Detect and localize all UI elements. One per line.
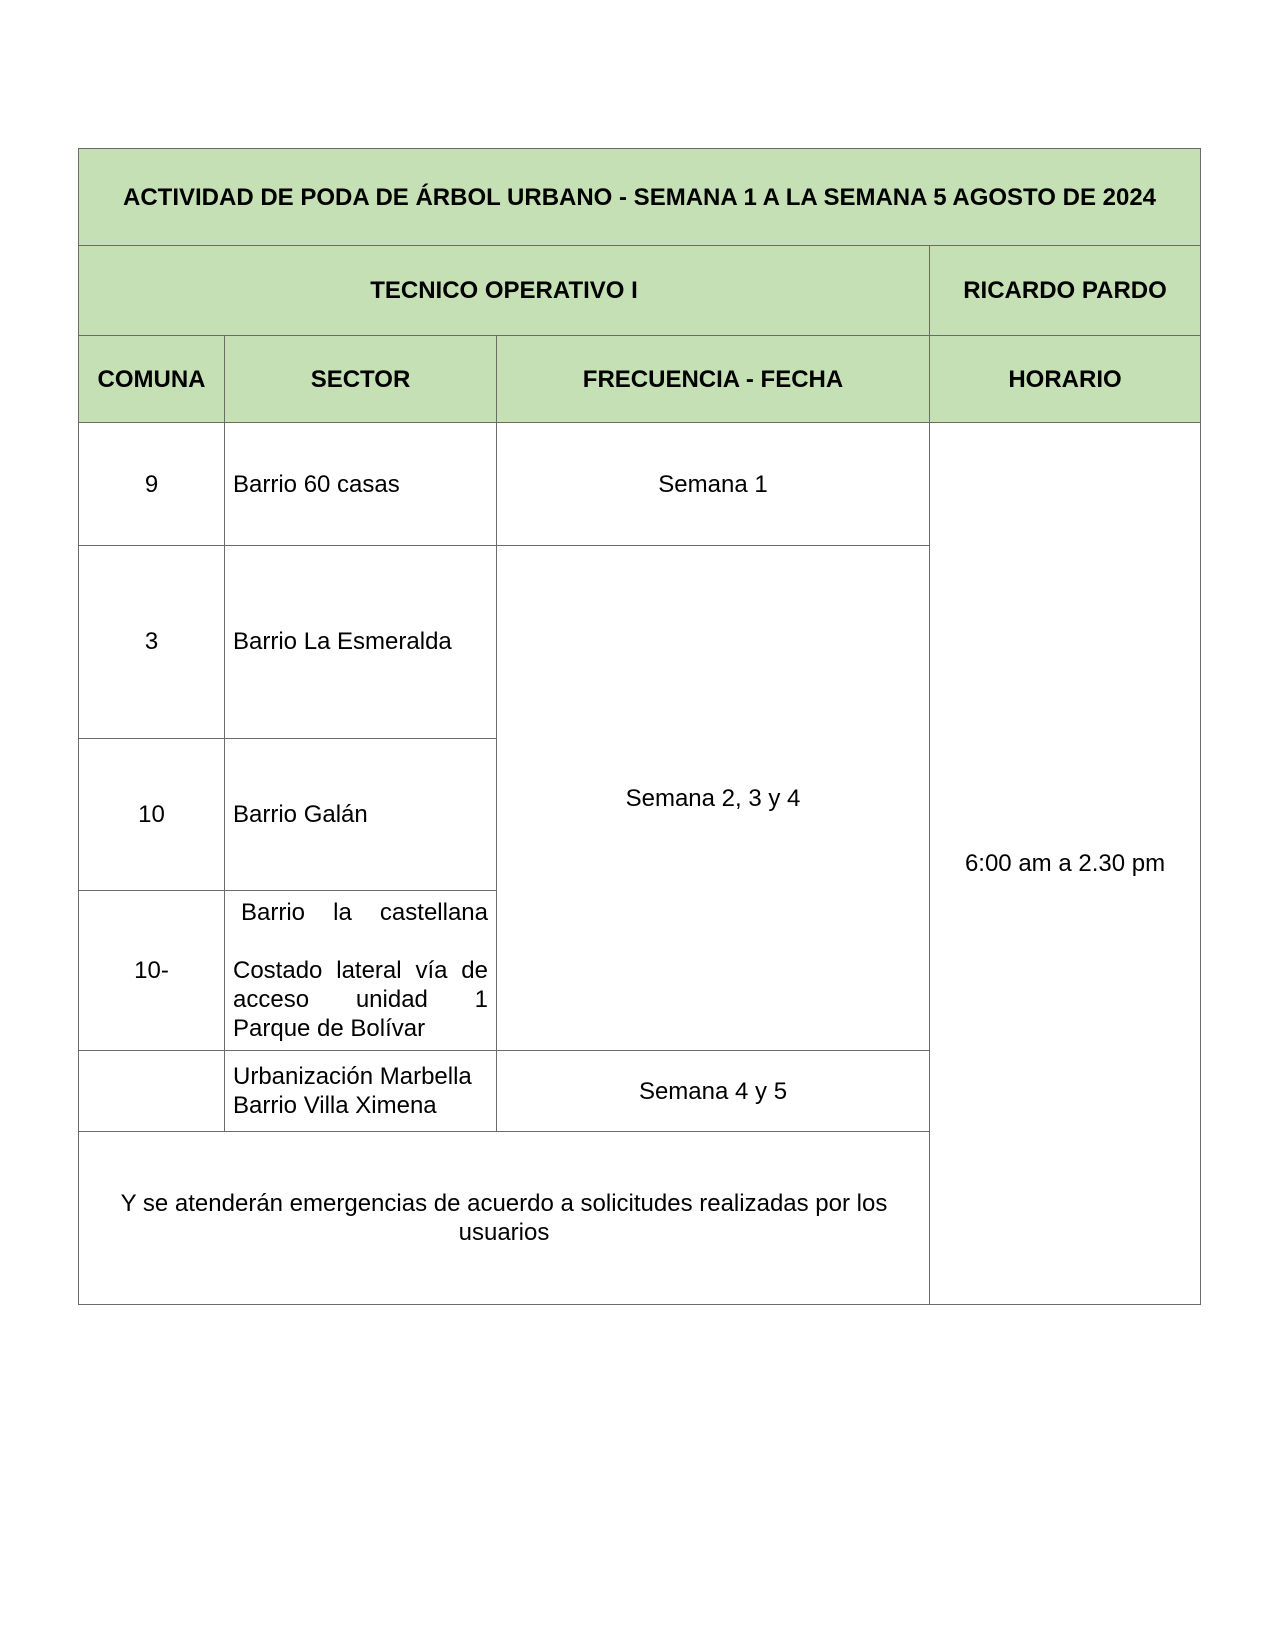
sector-line: Urbanización Marbella <box>233 1063 472 1091</box>
person-name: RICARDO PARDO <box>963 277 1167 305</box>
table-title <box>79 149 1201 246</box>
sector-cell <box>225 891 497 1051</box>
horario-cell <box>930 423 1201 1305</box>
sector-value: Barrio La Esmeralda <box>233 628 452 656</box>
person-cell <box>930 246 1201 336</box>
comuna-value: 10 <box>138 801 165 829</box>
comuna-cell <box>79 423 225 545</box>
column-header-sector <box>225 336 497 423</box>
frequency-value: Semana 1 <box>658 470 768 498</box>
comuna-value: 3 <box>144 628 159 656</box>
sector-cell <box>225 423 497 545</box>
sector-cell <box>225 738 497 890</box>
footer-note: Y se atenderán emergencias de acuerdo a solicitudes realizadas por los usuarios <box>120 1189 888 1246</box>
column-header-horario <box>930 336 1201 423</box>
column-header-horario-text: HORARIO <box>1008 365 1122 393</box>
horario-value: 6:00 am a 2.30 pm <box>964 850 1166 878</box>
footer-note-cell <box>79 1131 930 1304</box>
sector-cell <box>225 545 497 738</box>
column-header-sector-text: SECTOR <box>310 365 411 393</box>
frequency-cell-weeks234 <box>497 545 930 1051</box>
role-text: TECNICO OPERATIVO I <box>370 277 638 305</box>
sector-line: Costado lateral vía de acceso unidad 1 <box>233 957 488 1014</box>
table-row <box>79 423 1201 545</box>
sector-line: Barrio la castellana <box>241 899 488 927</box>
column-header-frecuencia <box>497 336 930 423</box>
column-header-frecuencia-text: FRECUENCIA - FECHA <box>582 365 844 393</box>
column-header-comuna <box>79 336 225 423</box>
frequency-cell-week1 <box>497 423 930 545</box>
sector-value: Barrio Galán <box>233 801 368 829</box>
sector-cell <box>225 1051 497 1131</box>
comuna-cell-empty <box>79 1051 225 1131</box>
table-title-text: ACTIVIDAD DE PODA DE ÁRBOL URBANO - SEMANA 1 A LA SEMANA 5 AGOSTO DE 2024 <box>123 183 1157 211</box>
comuna-value: 9 <box>144 470 159 498</box>
column-header-comuna-text: COMUNA <box>97 365 206 393</box>
comuna-value: 10- <box>134 957 169 985</box>
frequency-cell-weeks45 <box>497 1051 930 1131</box>
role-cell <box>79 246 930 336</box>
comuna-cell <box>79 891 225 1051</box>
sector-line: Parque de Bolívar <box>233 1015 426 1043</box>
schedule-document <box>78 148 1200 1305</box>
comuna-cell <box>79 545 225 738</box>
sector-line: Barrio Villa Ximena <box>233 1092 437 1120</box>
sector-value: Barrio 60 casas <box>233 470 400 498</box>
comuna-cell <box>79 738 225 890</box>
frequency-value: Semana 2, 3 y 4 <box>625 784 801 812</box>
frequency-value: Semana 4 y 5 <box>638 1077 788 1105</box>
pruning-schedule-table <box>78 148 1201 1305</box>
